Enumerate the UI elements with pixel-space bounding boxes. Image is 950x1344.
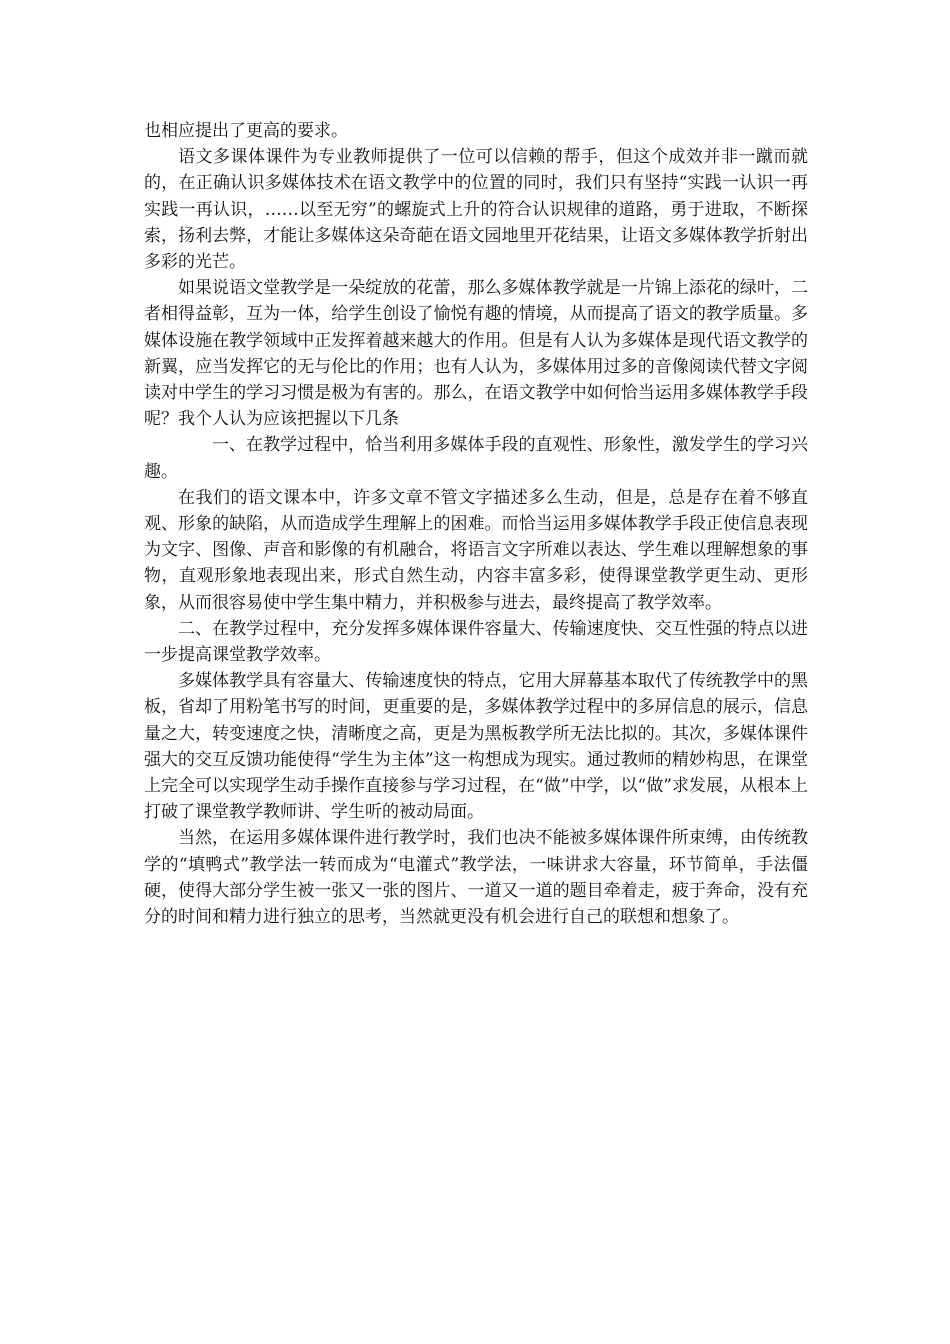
paragraph-flower-metaphor: 如果说语文堂教学是一朵绽放的花蕾，那么多媒体教学就是一片锦上添花的绿叶，二者相得益彰，互为一体，给学生创设了愉悦有趣的情境，从而提高了语文的教学质量。多媒体设施在教学领域中正发挥着越来越大的作用。但是有人认为多媒体是现代语文教学的新翼，应当发挥它的无与伦比的作用；也有人认为，多媒体用过多的音像阅读代替文字阅读对中学生的学习习惯是极为有害的。那么，在语文教学中如何恰当运用多媒体教学手段呢？我个人认为应该把握以下几条 [144, 278, 808, 430]
document-body [144, 118, 808, 930]
section-heading-two: 二、在教学过程中，充分发挥多媒体课件容量大、传输速度快、交互性强的特点以进一步提高课堂教学效率。 [144, 618, 808, 666]
paragraph-caution: 当然，在运用多媒体课件进行教学时，我们也决不能被多媒体课件所束缚，由传统教学的“填鸭式”教学法一转而成为“电灌式”教学法，一味讲求大容量，环节简单，手法僵硬，使得大部分学生被一张又一张的图片、一道又一道的题目牵着走，疲于奔命，没有充分的时间和精力进行独立的思考，当然就更没有机会进行自己的联想和想象了。 [144, 828, 808, 928]
paragraph-capacity-speed: 多媒体教学具有容量大、传输速度快的特点，它用大屏幕基本取代了传统教学中的黑板，省却了用粉笔书写的时间，更重要的是，多媒体教学过程中的多屏信息的展示，信息量之大，转变速度之快，清晰度之高，更是为黑板教学所无法比拟的。其次，多媒体课件强大的交互反馈功能使得“学生为主体”这一构想成为现实。通过教师的精妙构思，在课堂上完全可以实现学生动手操作直接参与学习过程，在“做”中学，以“做”求发展，从根本上打破了课堂教学教师讲、学生听的被动局面。 [144, 671, 808, 823]
section-heading-one: 一、在教学过程中，恰当利用多媒体手段的直观性、形象性，激发学生的学习兴趣。 [144, 435, 808, 482]
paragraph-intuitive-vivid: 在我们的语文课本中，许多文章不管文字描述多么生动，但是，总是存在着不够直观、形象的缺陷，从而造成学生理解上的困难。而恰当运用多媒体教学手段正使信息表现为文字、图像、声音和影像的有机融合，将语言文字所难以表达、学生难以理解想象的事物，直观形象地表现出来，形式自然生动，内容丰富多彩，使得课堂教学更生动、更形象，从而很容易使中学生集中精力，并积极参与进去，最终提高了教学效率。 [144, 487, 808, 613]
paragraph-continuation: 也相应提出了更高的要求。 [144, 121, 348, 141]
paragraph-courseware-helper: 语文多课体课件为专业教师提供了一位可以信赖的帮手，但这个成效并非一蹴而就的，在正确认识多媒体技术在语文教学中的位置的同时，我们只有坚持“实践一认识一再实践一再认识，……以至无穷”的螺旋式上升的符合认识规律的道路，勇于进取，不断探索，扬利去弊，才能让多媒体这朵奇葩在语文园地里开花结果，让语文多媒体教学折射出多彩的光芒。 [144, 147, 808, 273]
